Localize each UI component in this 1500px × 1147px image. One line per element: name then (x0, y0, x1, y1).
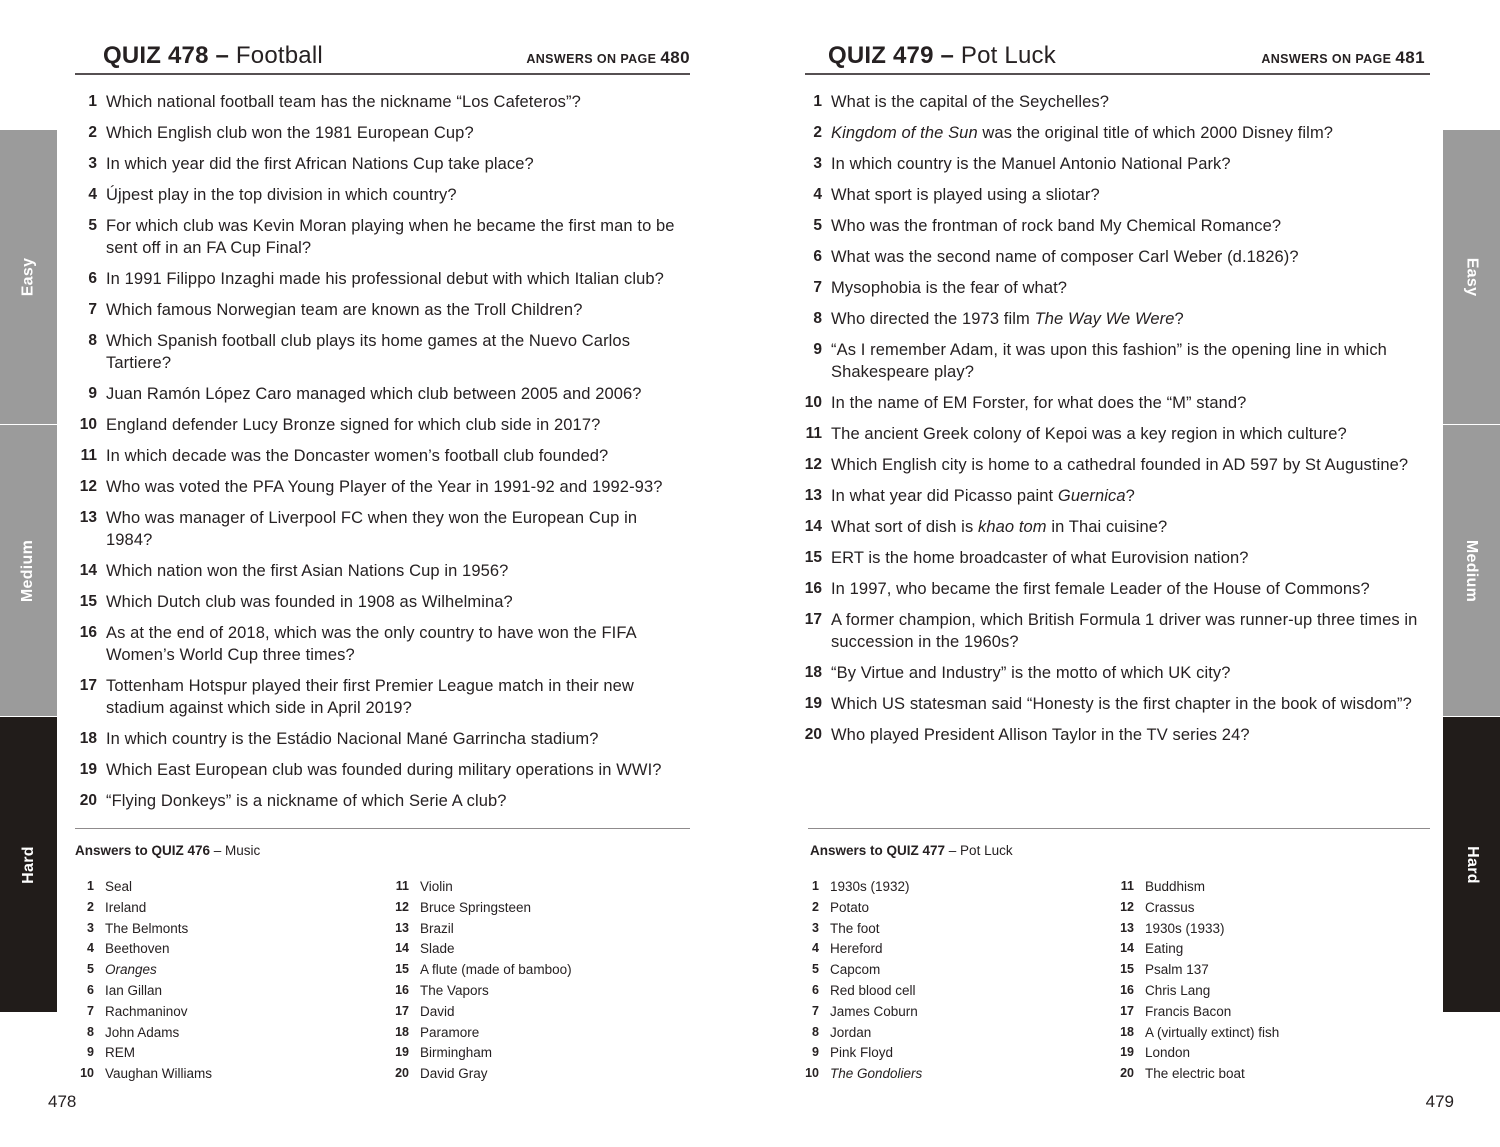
answer-number: 10 (80, 1066, 94, 1081)
answers-page-number: 480 (660, 48, 690, 67)
answer-row (387, 1044, 687, 1065)
question-text: Juan Ramón López Caro managed which club between 2005 and 2006? (106, 385, 642, 403)
answer-row (1112, 1044, 1427, 1065)
question-number: 8 (813, 310, 822, 327)
answer-number: 18 (395, 1024, 409, 1039)
question-list (72, 91, 686, 812)
question-row (72, 414, 686, 436)
question-row (72, 122, 686, 144)
question-text: Kingdom of the Sun was the original title of which 2000 Disney film? (831, 124, 1334, 142)
question-number: 9 (88, 385, 97, 402)
page-number: 478 (48, 1092, 77, 1111)
answer-number: 15 (1120, 962, 1134, 977)
answer-text: A (virtually extinct) fish (1145, 1024, 1280, 1040)
question-text: For which club was Kevin Moran playing when he became the first man to be sent off in an FA Cup Final? (106, 217, 675, 257)
answers-column-2 (387, 878, 687, 1086)
question-text: Who was the frontman of rock band My Chemical Romance? (831, 217, 1282, 235)
question-number: 7 (813, 279, 822, 296)
question-text: Which Spanish football club plays its home games at the Nuevo Carlos Tartiere? (106, 332, 631, 372)
answer-row (72, 961, 372, 982)
question-text: In the name of EM Forster, for what does the “M” stand? (831, 394, 1247, 412)
answer-number: 12 (1120, 899, 1134, 914)
answer-row (1112, 1065, 1427, 1086)
answers-column-1 (797, 878, 1097, 1086)
question-number: 3 (813, 155, 822, 172)
question-number: 4 (88, 186, 97, 203)
answer-text: David Gray (420, 1066, 488, 1082)
question-text: As at the end of 2018, which was the only country to have won the FIFA Women’s World Cup three times? (106, 624, 636, 664)
question-number: 4 (813, 186, 822, 203)
answer-number: 13 (1120, 920, 1134, 935)
question-row (72, 184, 686, 206)
question-text: Who directed the 1973 film The Way We Were? (831, 310, 1184, 328)
quiz-topic-label: Football (229, 42, 323, 69)
answer-row (1112, 920, 1427, 941)
question-row (797, 308, 1429, 330)
question-row (72, 330, 686, 374)
answer-number: 19 (395, 1045, 409, 1060)
question-row (797, 547, 1429, 569)
question-number: 3 (88, 155, 97, 172)
page-header (103, 36, 690, 72)
answer-number: 1 (87, 879, 94, 893)
question-number: 10 (804, 394, 822, 411)
question-text: Which national football team has the nickname “Los Cafeteros”? (106, 93, 581, 111)
question-text: England defender Lucy Bronze signed for which club side in 2017? (106, 416, 601, 434)
answer-row (797, 1003, 1097, 1024)
question-number: 12 (804, 456, 822, 473)
question-row (72, 215, 686, 259)
answer-row (72, 1024, 372, 1045)
answer-text: Chris Lang (1145, 982, 1211, 998)
answer-text: The Belmonts (105, 920, 189, 936)
answer-number: 6 (87, 982, 94, 997)
question-text: A former champion, which British Formula 1 driver was runner-up three times in succession in the 1960s? (831, 611, 1418, 651)
answer-row (72, 920, 372, 941)
header-rule (805, 73, 1430, 75)
question-row (72, 383, 686, 405)
question-text: In which decade was the Doncaster women’s football club founded? (106, 447, 609, 465)
question-number: 16 (79, 624, 97, 641)
question-number: 18 (79, 730, 97, 747)
question-row (797, 184, 1429, 206)
difficulty-tab-medium: Medium (0, 425, 57, 716)
difficulty-tab-easy: Easy (1443, 130, 1500, 424)
answer-text: Psalm 137 (1145, 962, 1209, 978)
answer-row (387, 940, 687, 961)
answer-row (797, 982, 1097, 1003)
answer-text: 1930s (1933) (1145, 920, 1225, 936)
question-number: 13 (79, 509, 97, 526)
answers-section-title: Answers to QUIZ 477 – Pot Luck (810, 843, 1013, 858)
question-number: 15 (79, 593, 97, 610)
question-row (72, 790, 686, 812)
question-text: Which English club won the 1981 European Cup? (106, 124, 474, 142)
answer-row (387, 899, 687, 920)
question-row (797, 246, 1429, 268)
answers-column-2 (1112, 878, 1427, 1086)
question-text: Tottenham Hotspur played their first Premier League match in their new stadium against which side in April 2019? (106, 677, 634, 717)
answer-row (387, 1003, 687, 1024)
question-text: ERT is the home broadcaster of what Eurovision nation? (831, 549, 1249, 567)
answer-text: Bruce Springsteen (420, 899, 532, 915)
answer-text: Brazil (420, 920, 454, 936)
answer-text: Francis Bacon (1145, 1003, 1232, 1019)
question-row (72, 445, 686, 467)
answer-text: The Vapors (420, 982, 489, 998)
question-row (797, 454, 1429, 476)
answer-text: The electric boat (1145, 1066, 1245, 1082)
answer-number: 5 (87, 962, 94, 977)
answer-number: 3 (812, 920, 819, 935)
page-number: 479 (1425, 1092, 1454, 1111)
question-number: 1 (813, 93, 822, 110)
answer-number: 15 (395, 962, 409, 977)
answer-row (387, 982, 687, 1003)
answer-number: 16 (395, 982, 409, 997)
question-text: Which East European club was founded during military operations in WWI? (106, 761, 662, 779)
answer-number: 8 (812, 1024, 819, 1039)
answer-number: 20 (1120, 1066, 1134, 1081)
difficulty-tab-hard: Hard (0, 717, 57, 1012)
answers-column-1 (72, 878, 372, 1086)
answers-page-number: 481 (1395, 48, 1425, 67)
question-number: 17 (79, 677, 97, 694)
question-text: Which English city is home to a cathedral founded in AD 597 by St Augustine? (831, 456, 1409, 474)
question-number: 20 (804, 726, 822, 743)
answer-number: 1 (812, 879, 819, 893)
answer-row (1112, 1003, 1427, 1024)
question-text: In 1997, who became the first female Leader of the House of Commons? (831, 580, 1370, 598)
answer-number: 2 (812, 899, 819, 914)
answer-row (72, 1044, 372, 1065)
question-text: Who played President Allison Taylor in the TV series 24? (831, 726, 1250, 744)
answer-row (1112, 982, 1427, 1003)
answer-number: 3 (87, 920, 94, 935)
answer-number: 11 (395, 879, 409, 893)
question-text: In which country is the Manuel Antonio National Park? (831, 155, 1231, 173)
answer-number: 12 (395, 899, 409, 914)
answer-row (1112, 940, 1427, 961)
question-number: 11 (80, 447, 97, 464)
answer-number: 10 (805, 1066, 819, 1081)
answer-text: The Gondoliers (830, 1066, 923, 1082)
quiz-number-label: QUIZ 479 – (828, 42, 955, 69)
page-title (828, 42, 1056, 70)
page-right (750, 0, 1500, 1147)
difficulty-tab-easy: Easy (0, 130, 57, 424)
question-row (72, 560, 686, 582)
answer-text: Violin (420, 879, 453, 894)
answer-row (1112, 899, 1427, 920)
question-number: 2 (813, 124, 822, 141)
question-row (797, 693, 1429, 715)
answer-row (1112, 961, 1427, 982)
answer-text: Buddhism (1145, 879, 1206, 894)
question-text: Which nation won the first Asian Nations Cup in 1956? (106, 562, 509, 580)
difficulty-tab-hard: Hard (1443, 717, 1500, 1012)
answer-number: 6 (812, 982, 819, 997)
answer-text: Rachmaninov (105, 1003, 188, 1019)
answer-number: 7 (812, 1003, 819, 1018)
question-text: Who was voted the PFA Young Player of the Year in 1991-92 and 1992-93? (106, 478, 663, 496)
question-number: 14 (79, 562, 97, 579)
question-row (797, 277, 1429, 299)
answer-row (797, 920, 1097, 941)
answer-number: 2 (87, 899, 94, 914)
answer-number: 9 (87, 1045, 94, 1060)
question-number: 7 (88, 301, 97, 318)
answer-row (797, 1024, 1097, 1045)
answer-row (797, 878, 1097, 899)
question-number: 2 (88, 124, 97, 141)
answer-text: Slade (420, 941, 455, 957)
answer-text: Beethoven (105, 941, 170, 957)
answer-row (387, 961, 687, 982)
answer-number: 19 (1120, 1045, 1134, 1060)
answer-row (797, 1065, 1097, 1086)
question-text: Mysophobia is the fear of what? (831, 279, 1068, 297)
answer-number: 13 (395, 920, 409, 935)
question-number: 5 (88, 217, 97, 234)
answer-row (1112, 1024, 1427, 1045)
question-row (797, 724, 1429, 746)
question-row (72, 591, 686, 613)
answer-row (797, 1044, 1097, 1065)
answer-text: Ian Gillan (105, 982, 163, 998)
question-text: Which famous Norwegian team are known as the Troll Children? (106, 301, 583, 319)
answer-text: Ireland (105, 899, 147, 915)
question-number: 11 (805, 425, 822, 442)
answer-row (1112, 878, 1427, 899)
answer-number: 5 (812, 962, 819, 977)
question-row (72, 759, 686, 781)
question-row (72, 268, 686, 290)
answer-text: Oranges (105, 962, 157, 978)
answer-text: Pink Floyd (830, 1045, 894, 1061)
question-row (797, 392, 1429, 414)
answer-text: Seal (105, 879, 133, 894)
question-number: 19 (79, 761, 97, 778)
question-number: 10 (79, 416, 97, 433)
answer-row (387, 878, 687, 899)
answer-row (72, 1065, 372, 1086)
question-text: What sport is played using a sliotar? (831, 186, 1100, 204)
answer-text: A flute (made of bamboo) (420, 962, 572, 978)
difficulty-tabs-right (1443, 0, 1500, 1147)
difficulty-tabs-left (0, 0, 57, 1147)
question-number: 9 (813, 341, 822, 358)
answer-row (72, 878, 372, 899)
answer-number: 17 (1120, 1003, 1134, 1018)
answer-number: 4 (812, 941, 819, 956)
question-number: 12 (79, 478, 97, 495)
question-number: 13 (804, 487, 822, 504)
question-text: What is the capital of the Seychelles? (831, 93, 1110, 111)
question-text: In which year did the first African Nations Cup take place? (106, 155, 534, 173)
question-number: 20 (79, 792, 97, 809)
answer-row (72, 1003, 372, 1024)
header-rule (75, 73, 690, 75)
question-number: 14 (804, 518, 822, 535)
question-text: “By Virtue and Industry” is the motto of which UK city? (831, 664, 1231, 682)
question-number: 6 (813, 248, 822, 265)
question-row (72, 507, 686, 551)
answers-on-page-note: ANSWERS ON PAGE 481 (1261, 48, 1425, 67)
question-number: 15 (804, 549, 822, 566)
question-number: 18 (804, 664, 822, 681)
question-text: In 1991 Filippo Inzaghi made his professional debut with which Italian club? (106, 270, 664, 288)
question-row (72, 675, 686, 719)
question-number: 19 (804, 695, 822, 712)
page-title (103, 42, 323, 70)
answer-row (72, 899, 372, 920)
answer-text: Potato (830, 899, 870, 915)
question-number: 8 (88, 332, 97, 349)
question-number: 6 (88, 270, 97, 287)
answer-row (387, 1024, 687, 1045)
question-number: 5 (813, 217, 822, 234)
question-number: 1 (88, 93, 97, 110)
question-row (797, 609, 1429, 653)
question-text: Which Dutch club was founded in 1908 as Wilhelmina? (106, 593, 513, 611)
answer-text: Jordan (830, 1024, 872, 1040)
answer-text: London (1145, 1045, 1191, 1061)
question-text: What sort of dish is khao tom in Thai cuisine? (831, 518, 1168, 536)
answer-number: 11 (1120, 879, 1134, 893)
question-row (72, 728, 686, 750)
question-row (797, 215, 1429, 237)
question-row (797, 91, 1429, 113)
answer-number: 7 (87, 1003, 94, 1018)
quiz-topic-label: Pot Luck (954, 42, 1056, 69)
answer-text: Birmingham (420, 1045, 493, 1061)
answer-text: Vaughan Williams (105, 1066, 213, 1082)
answer-text: Red blood cell (830, 982, 916, 998)
answers-divider-rule (808, 828, 1430, 829)
answer-row (797, 899, 1097, 920)
answer-row (387, 920, 687, 941)
question-row (72, 299, 686, 321)
answer-text: John Adams (105, 1024, 180, 1040)
answer-number: 14 (1120, 941, 1134, 956)
answer-number: 4 (87, 941, 94, 956)
difficulty-tab-medium: Medium (1443, 425, 1500, 716)
page-header (828, 36, 1425, 72)
answers-on-page-note: ANSWERS ON PAGE 480 (526, 48, 690, 67)
quiz-number-label: QUIZ 478 – (103, 42, 230, 69)
question-text: In what year did Picasso paint Guernica? (831, 487, 1135, 505)
answer-text: Capcom (830, 962, 881, 978)
question-row (72, 153, 686, 175)
question-text: “Flying Donkeys” is a nickname of which Serie A club? (106, 792, 507, 810)
answer-number: 14 (395, 941, 409, 956)
answer-number: 8 (87, 1024, 94, 1039)
question-text: Which US statesman said “Honesty is the first chapter in the book of wisdom”? (831, 695, 1412, 713)
question-row (797, 122, 1429, 144)
answer-row (72, 940, 372, 961)
answers-section-title: Answers to QUIZ 476 – Music (75, 843, 261, 858)
answer-text: Hereford (830, 941, 883, 957)
question-row (72, 622, 686, 666)
answer-number: 9 (812, 1045, 819, 1060)
question-text: What was the second name of composer Carl Weber (d.1826)? (831, 248, 1299, 266)
question-text: “As I remember Adam, it was upon this fashion” is the opening line in which Shakespeare play? (831, 341, 1387, 381)
question-list (797, 91, 1429, 746)
answer-number: 20 (395, 1066, 409, 1081)
question-row (797, 662, 1429, 684)
question-row (797, 423, 1429, 445)
question-text: Who was manager of Liverpool FC when they won the European Cup in 1984? (106, 509, 638, 549)
answer-row (387, 1065, 687, 1086)
answer-text: Eating (1145, 941, 1184, 957)
question-row (797, 516, 1429, 538)
answer-text: Paramore (420, 1024, 480, 1040)
question-text: In which country is the Estádio Nacional Mané Garrincha stadium? (106, 730, 599, 748)
answer-text: David (420, 1003, 455, 1019)
question-row (72, 476, 686, 498)
question-row (797, 339, 1429, 383)
answer-number: 18 (1120, 1024, 1134, 1039)
answer-row (797, 961, 1097, 982)
answer-row (72, 982, 372, 1003)
question-number: 16 (804, 580, 822, 597)
question-text: Újpest play in the top division in which country? (106, 186, 457, 204)
question-text: The ancient Greek colony of Kepoi was a key region in which culture? (831, 425, 1347, 443)
question-row (797, 485, 1429, 507)
answers-divider-rule (75, 828, 690, 829)
question-row (797, 153, 1429, 175)
answer-text: Crassus (1145, 899, 1195, 915)
question-row (72, 91, 686, 113)
question-number: 17 (804, 611, 822, 628)
question-row (797, 578, 1429, 600)
answer-text: 1930s (1932) (830, 879, 910, 894)
answer-text: James Coburn (830, 1003, 918, 1019)
answer-number: 16 (1120, 982, 1134, 997)
answer-number: 17 (395, 1003, 409, 1018)
answer-text: The foot (830, 920, 880, 936)
answer-row (797, 940, 1097, 961)
answer-text: REM (105, 1045, 135, 1061)
